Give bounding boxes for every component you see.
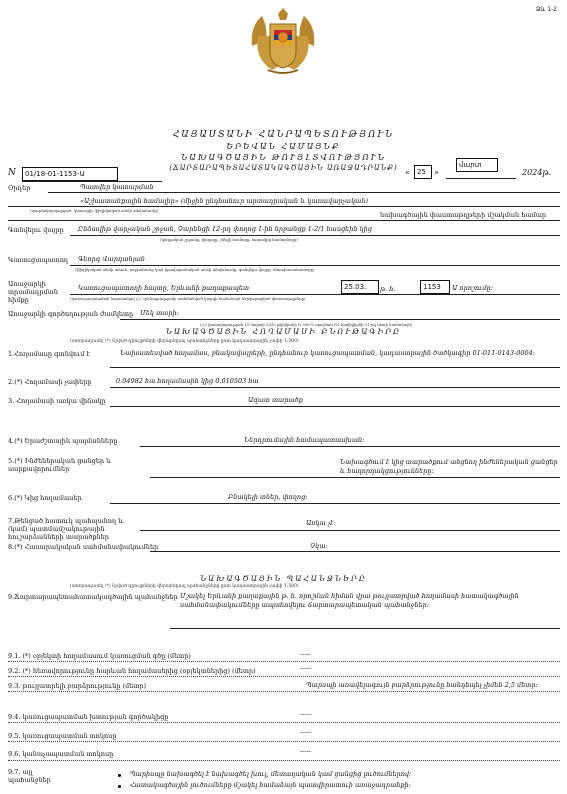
s2-row93-label: 9.3. թույլատրելի բարձրությունը (մետր) xyxy=(8,682,147,690)
customer-label: Կառուցապատող xyxy=(8,256,69,264)
application-label: Առաջարկի տրամադրման հիմքը xyxy=(8,280,58,304)
application-number-field[interactable]: 1153 xyxy=(420,280,450,294)
section2-subtitle: (ստորադասել (*) նշված դրույթների վերաբերյալ պահանջները ըստ կադաստրային չափի 1:500) xyxy=(70,584,299,589)
bullet-icon xyxy=(118,785,121,788)
object-label: Գտնվելու վայրը xyxy=(8,226,64,234)
s1-row4-label: 4.(*) Երաժշտային պայմանները xyxy=(8,437,118,445)
header-country: ՀԱՅԱՍՏԱՆԻ ՀԱՆՐԱՊԵՏՈՒԹՅՈՒՆ xyxy=(172,130,395,140)
validity-value: Մեկ տարի: xyxy=(140,309,179,317)
s2-row94-label: 9.4. կառուցապատման խտության գործակիցը xyxy=(8,713,169,721)
s2-row95-value: ----- xyxy=(300,728,311,736)
application-number-suffix: Ա որոշումը: xyxy=(452,284,493,292)
validity-label: Առաջարկի գործողության ժամկետը xyxy=(8,310,134,318)
number-label: N xyxy=(8,168,16,178)
header-document-subtitle: (ՃԱՐՏԱՐԱՊԵՏԱՀԱՏԱԿԱԳԾԱՅԻՆ ԱՌԱՋԱԴՐԱՆՔ) xyxy=(169,164,398,172)
section1-title: ՆԱԽԱԳԾԱՅԻՆ ՀՈՂԱՄԱՍԻ ԲՆՈՒԹԱԳԻՐԸ xyxy=(165,327,402,336)
s2-row93-value: Պարսպի առավելագույն բարձրությունը հանդեպել չիմեն 2,5 մետր: xyxy=(306,681,538,689)
orderer-value: Պատվեր կատարման xyxy=(80,183,154,191)
s1-row4-value: Ներդրումային համապատասխան: xyxy=(244,436,365,444)
s2-row91-label: 9.1. (*) օբյեկտի հողամասում կառուցման գծը (մետր) xyxy=(8,652,191,660)
application-note: (կառուցապատման նպատակով ՀՀ օրենսդրությամբ սահմանված կարգի համաձայն ներկայացված փաստաթղթերը) xyxy=(70,296,306,301)
application-date-field[interactable]: 25.03. xyxy=(341,280,379,294)
day-field[interactable]: 25 xyxy=(414,165,432,179)
application-year: թ. հ. xyxy=(380,285,396,293)
document-page: Ձև 1-2 ՀԱՅԱՍՏԱՆԻ ՀԱՆՐԱՊԵՏՈՒԹՅՈՒՆ ԵՐԵՎԱՆ ՀԱՄԱՅՆՔ ՆԱԽԱԳԾԱՅԻՆ ԹՈՒՅԼՏՎՈՒԹՅՈՒՆ (ՃԱՐՏԱՐԱՊԵՏԱՀԱՏԱԿԱԳԾԱՅԻՆ ԱՌԱՋԱԴՐԱՆՔ) N 01/18-01-1153-Ա « 25 » մարտ 2024թ. Օրդեր Պատվեր կատարման «Աշխատանքային համալիր» (միջին ընդհանուր արտադրական և կառավարչական) (կազմակերպության, կառույցի, ֆիզիկական անձի անվանումը) նախագծային փաստաթղթերի մշակման համար Գտնվելու վայրը Ընձավիթ վարչական շրջան, Չարենցի 12-րդ փողոց 1-ին նրբանցք 1-2/1 հասցեին կից (վարչական շրջանը, փողոցը, շենքի համարը, հարակից համարները) Կառուցապատող Գեորգ Վարդանյան (ֆիզիկական անձի անուն, ազգանունը կամ իրավաբանական անձի անվանումը, գտնվելու վայրը, հեռախոսահամարը) Առաջարկի տրամադրման հիմքը Կառուցապատողի հայտը, Երևանի քաղաքապետ 25.03. թ. հ. 1153 Ա որոշումը: (կառուցապատման նպատակով ՀՀ օրենսդրությամբ սահմանված կարգի համաձայն ներկայացված փաստաթղթերը) Առաջարկի գործողության ժամկետը Մեկ տարի: (ՀՀ կառավարության 19 մարտի 2015 թվականի N 596-Ն որոշման N1 հավելվածի 31-րդ կետի համաձայն) ՆԱԽԱԳԾԱՅԻՆ ՀՈՂԱՄԱՍԻ ԲՆՈՒԹԱԳԻՐԸ (ստորադասել (*) նշված դրույթների վերաբերյալ պահանջները ըստ կադաստրային չափի 1:500) 1.Հողամասը գտնվում է Նախատեսված հողամաս, բնակավայրերի, ընդհանուր կառուցապատման, կադաստրային ծածկագիր 01-011-0143-0004: 2.(*) Հողամասի չափերը 0.04982 հա հողամասին կից 0.010503 հա 3. Հողամասի առկա վիճակը Ազատ տարածք 4.(*) Երաժշտային պայմանները Ներդրումային համապատասխան: 5.(*) Ինժեներական ցանցեր և սարքավորումներ Նախագծում է կից տարածքում անցնող ինժեներական ցանցեր և հաղորդակցությունները: 6.(*) Կից հողամասեր Բնակելի տներ, փողոց: 7.Թենցած հատուկ պահպանող և (կամ) պատմամշակութային հուշարձանների տարածքներ Առկա չէ: 8.(*) Հասարակական սահմանափակումներ Չկա: ՆԱԽԱԳԾԱՅԻՆ ՊԱՀԱՆՋՆԵՐԸ (ստորադասել (*) նշված դրույթների վերաբերյալ պահանջները ըստ կադաստրային չափի 1:500) 9.Ճարտարապետահատակագծային պահանջներ Մշակել Երևանի քաղաքային թ. հ. որոշման հիման վրա թույլատրված հողամասի հատակագծային սահմանափակումները ապահովելու ճարտարապետական պահանջներ: 9.1. (*) օբյեկտի հողամասում կառուցման գծը (մետր) ----- 9.2. (*) հեռավորությունը հարևան հողամասերից (օբյեկտներից) (մետր) ----- 9.3. թույլատրելի բարձրությունը (մետր) Պարսպի առավելագույն բարձրությունը հանդեպել չիմեն 2,5 մետր: 9.4. կառուցապատման խտության գործակիցը ----- 9.5. կառուցապատման տոկոսը ----- 9.6. կանաչապատման տոկոսը ----- 9.7. այլ պահանջներ Պարիսպը նախագծել է նախագծել խուլ, մետաղական կամ ցանցից լուծումներով: Հատակագծային լուծումները մշակել համաձայն պատվիրատուի առաջադրանքի: xyxy=(0,0,567,794)
orderer-label: Օրդեր xyxy=(8,184,31,192)
s2-row9-value: Մշակել Երևանի քաղաքային թ. հ. որոշման հիման վրա թույլատրված հողամասի հատակագծային սահմանափակումները ապահովելու ճարտարապետական պահանջներ: xyxy=(180,592,519,609)
s2-row97-item1: Պարիսպը նախագծել է նախագծել խուլ, մետաղական կամ ցանցից լուծումներով: xyxy=(130,770,412,778)
s1-row7-label: 7.Թենցած հատուկ պահպանող և (կամ) պատմամշակութային հուշարձանների տարածքներ xyxy=(8,517,124,541)
s2-row97-item2: Հատակագծային լուծումները մշակել համաձայն պատվիրատուի առաջադրանքի: xyxy=(130,781,411,789)
s2-row91-value: ----- xyxy=(300,650,311,658)
customer-note: (ֆիզիկական անձի անուն, ազգանունը կամ իրավաբանական անձի անվանումը, գտնվելու վայրը, հեռախոսահամարը) xyxy=(75,267,315,272)
s2-row9-label: 9.Ճարտարապետահատակագծային պահանջներ xyxy=(8,593,178,601)
s1-row8-label: 8.(*) Հասարակական սահմանափակումներ xyxy=(8,543,159,551)
design-purpose: նախագծային փաստաթղթերի մշակման համար xyxy=(380,211,547,219)
s2-row96-value: ----- xyxy=(300,747,311,755)
validity-note: (ՀՀ կառավարության 19 մարտի 2015 թվականի N 596-Ն որոշման N1 հավելվածի 31-րդ կետի համաձայն) xyxy=(200,322,413,327)
s2-row95-label: 9.5. կառուցապատման տոկոսը xyxy=(8,732,117,740)
s2-row96-label: 9.6. կանաչապատման տոկոսը xyxy=(8,750,114,758)
s1-row2-label: 2.(*) Հողամասի չափերը xyxy=(8,378,92,386)
bullet-icon xyxy=(118,774,121,777)
s1-row3-value: Ազատ տարածք xyxy=(248,396,303,404)
s1-row1-value: Նախատեսված հողամաս, բնակավայրերի, ընդհանուր կառուցապատման, կադաստրային ծածկագիր 01-011-0143-0004: xyxy=(120,349,535,357)
year-label: 2024թ. xyxy=(522,168,552,177)
s1-row3-label: 3. Հողամասի առկա վիճակը xyxy=(8,397,106,405)
month-field[interactable]: մարտ xyxy=(456,158,498,172)
s1-row5-label: 5.(*) Ինժեներական ցանցեր և սարքավորումներ xyxy=(8,457,112,473)
s2-row94-value: ----- xyxy=(300,710,311,718)
form-reference: Ձև 1-2 xyxy=(535,6,557,13)
s1-row2-value: 0.04982 հա հողամասին կից 0.010503 հա xyxy=(116,377,259,385)
header-city: ԵՐԵՎԱՆ ՀԱՄԱՅՆՔ xyxy=(226,142,341,151)
object-value: Ընձավիթ վարչական շրջան, Չարենցի 12-րդ փողոց 1-ին նրբանցք 1-2/1 հասցեին կից xyxy=(78,225,372,233)
s1-row8-value: Չկա: xyxy=(310,542,328,550)
s1-row6-value: Բնակելի տներ, փողոց: xyxy=(228,493,308,501)
section2-title: ՆԱԽԱԳԾԱՅԻՆ ՊԱՀԱՆՋՆԵՐԸ xyxy=(200,574,367,583)
s2-row92-value: ----- xyxy=(300,664,311,672)
s1-row5-value: Նախագծում է կից տարածքում անցնող ինժեներական ցանցեր և հաղորդակցությունները: xyxy=(340,458,558,475)
customer-value: Գեորգ Վարդանյան xyxy=(78,255,146,263)
object-note: (վարչական շրջանը, փողոցը, շենքի համարը, հարակից համարները) xyxy=(160,237,298,242)
s1-row7-value: Առկա չէ: xyxy=(306,519,336,527)
s1-row1-label: 1.Հողամասը գտնվում է xyxy=(8,350,90,358)
s2-row92-label: 9.2. (*) հեռավորությունը հարևան հողամասերից (օբյեկտներից) (մետր) xyxy=(8,667,256,675)
section1-subtitle: (ստորադասել (*) նշված դրույթների վերաբերյալ պահանջները ըստ կադաստրային չափի 1:500) xyxy=(70,339,299,344)
s1-row6-label: 6.(*) Կից հողամասեր xyxy=(8,494,82,502)
document-number-field[interactable]: 01/18-01-1153-Ա xyxy=(22,167,118,181)
org-note: (կազմակերպության, կառույցի, ֆիզիկական անձի անվանումը) xyxy=(30,208,159,213)
coat-of-arms-icon xyxy=(248,6,318,78)
application-value: Կառուցապատողի հայտը, Երևանի քաղաքապետ xyxy=(78,284,250,292)
header-document-title: ՆԱԽԱԳԾԱՅԻՆ ԹՈՒՅԼՏՎՈՒԹՅՈՒՆ xyxy=(180,153,387,162)
s2-row97-label: 9.7. այլ պահանջներ xyxy=(8,768,51,784)
org-value: «Աշխատանքային համալիր» (միջին ընդհանուր արտադրական և կառավարչական) xyxy=(80,197,369,205)
